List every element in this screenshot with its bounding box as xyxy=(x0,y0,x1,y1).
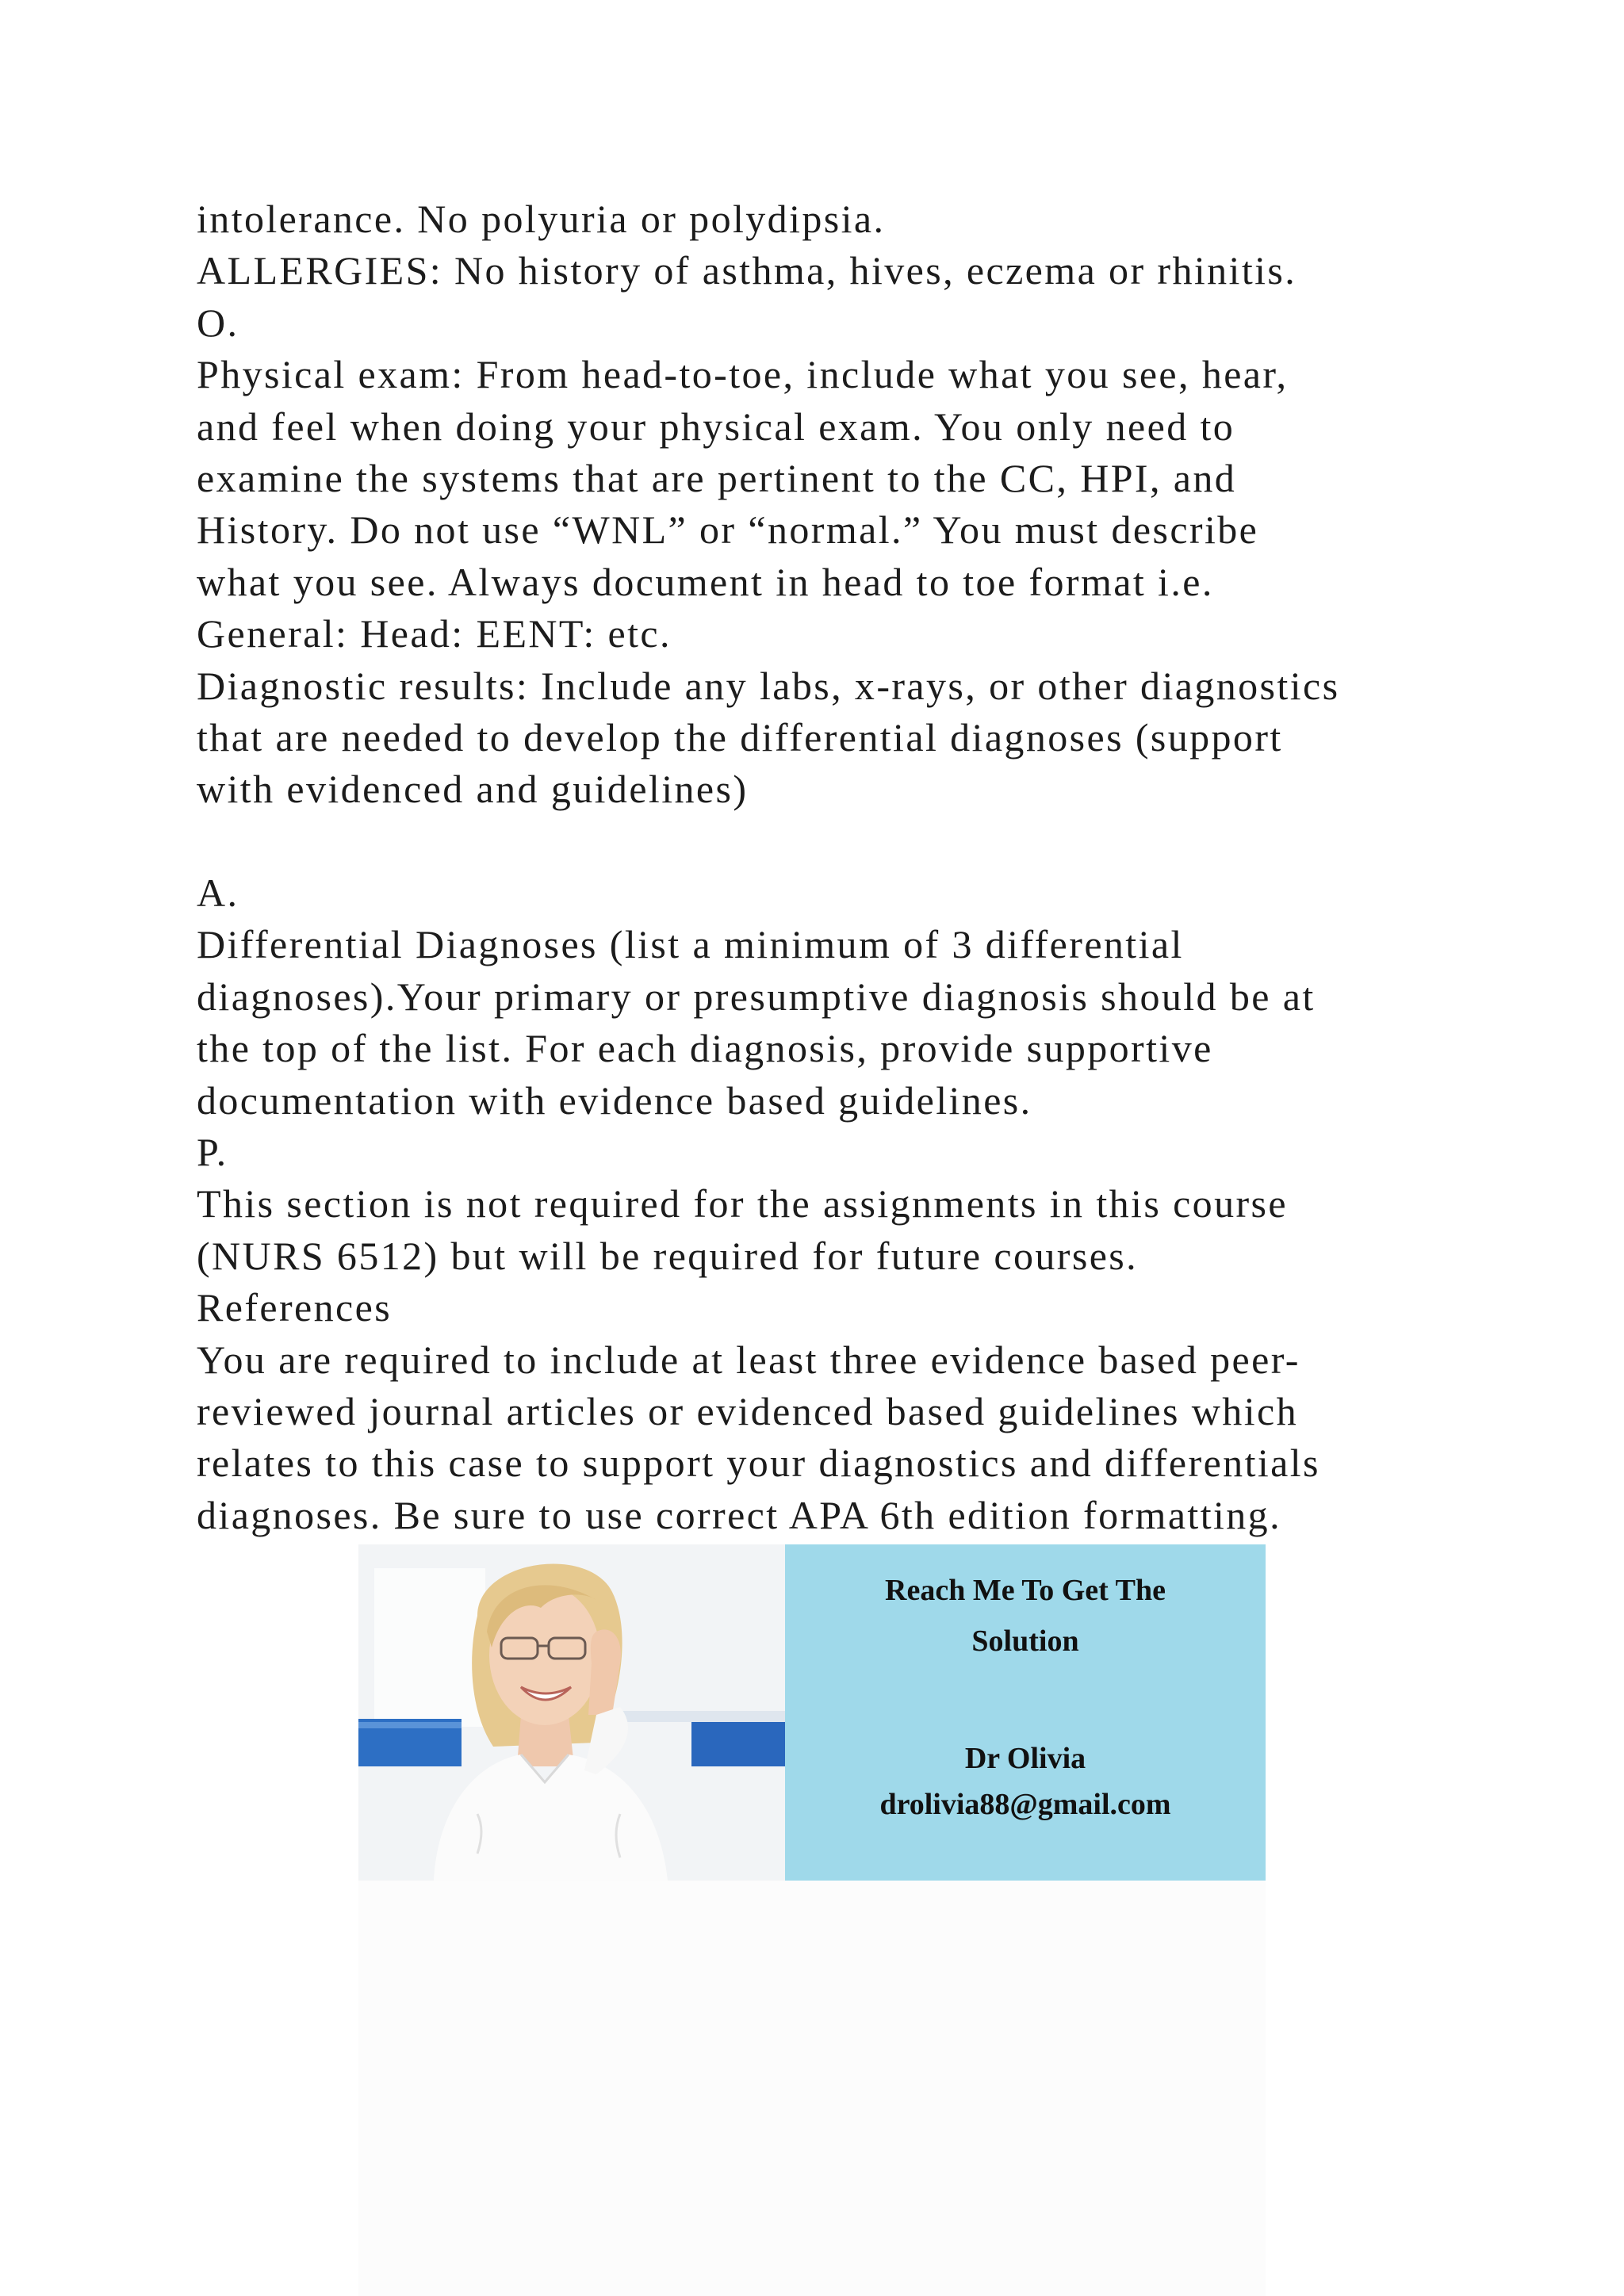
blank-line xyxy=(197,816,1450,867)
text-line: with evidenced and guidelines) xyxy=(197,767,749,812)
text-line: diagnoses).Your primary or presumptive diagnosis should be at xyxy=(197,974,1316,1019)
section-heading-p: P. xyxy=(197,1130,228,1175)
text-line: You are required to include at least three evidence based peer- xyxy=(197,1337,1300,1382)
text-line: Diagnostic results: Include any labs, x-rays, or other diagnostics xyxy=(197,663,1340,708)
contact-name: Dr Olivia xyxy=(964,1742,1086,1775)
text-line: Physical exam: From head-to-toe, include what you see, hear, xyxy=(197,352,1289,397)
woman-photo xyxy=(358,1544,785,1881)
section-heading-o: O. xyxy=(197,300,239,345)
text-line: Differential Diagnoses (list a minimum of 3 differential xyxy=(197,922,1184,967)
text-line: History. Do not use “WNL” or “normal.” You must describe xyxy=(197,507,1259,553)
text-line: relates to this case to support your diagnostics and differentials xyxy=(197,1441,1320,1486)
text-line: what you see. Always document in head to toe format i.e. xyxy=(197,559,1214,604)
contact-card xyxy=(785,1544,1266,1881)
text-line: This section is not required for the assignments in this course xyxy=(197,1181,1288,1226)
cta-line-1: Reach Me To Get The xyxy=(885,1574,1166,1607)
text-line: examine the systems that are pertinent to the CC, HPI, and xyxy=(197,455,1237,500)
text-line: ALLERGIES: No history of asthma, hives, eczema or rhinitis. xyxy=(197,248,1297,293)
woman-illustration xyxy=(358,1544,785,1881)
contact-email[interactable]: drolivia88@gmail.com xyxy=(879,1788,1171,1821)
section-heading-a: A. xyxy=(197,871,239,916)
text-line: (NURS 6512) but will be required for future courses. xyxy=(197,1233,1139,1278)
document-body xyxy=(197,193,1450,1541)
image-canvas-area xyxy=(358,1881,1266,2296)
section-heading-references: References xyxy=(197,1285,393,1330)
text-line: documentation with evidence based guidelines. xyxy=(197,1077,1032,1123)
cta-line-2: Solution xyxy=(971,1624,1079,1658)
text-line: General: Head: EENT: etc. xyxy=(197,611,672,656)
contact-banner xyxy=(358,1544,1266,1881)
text-line: diagnoses. Be sure to use correct APA 6th edition formatting. xyxy=(197,1492,1281,1537)
text-line: the top of the list. For each diagnosis, provide supportive xyxy=(197,1026,1213,1071)
text-line: that are needed to develop the differential diagnoses (support xyxy=(197,714,1283,760)
text-line: intolerance. No polyuria or polydipsia. xyxy=(197,197,886,241)
text-line: and feel when doing your physical exam. You only need to xyxy=(197,404,1235,449)
text-line: reviewed journal articles or evidenced based guidelines which xyxy=(197,1388,1298,1433)
